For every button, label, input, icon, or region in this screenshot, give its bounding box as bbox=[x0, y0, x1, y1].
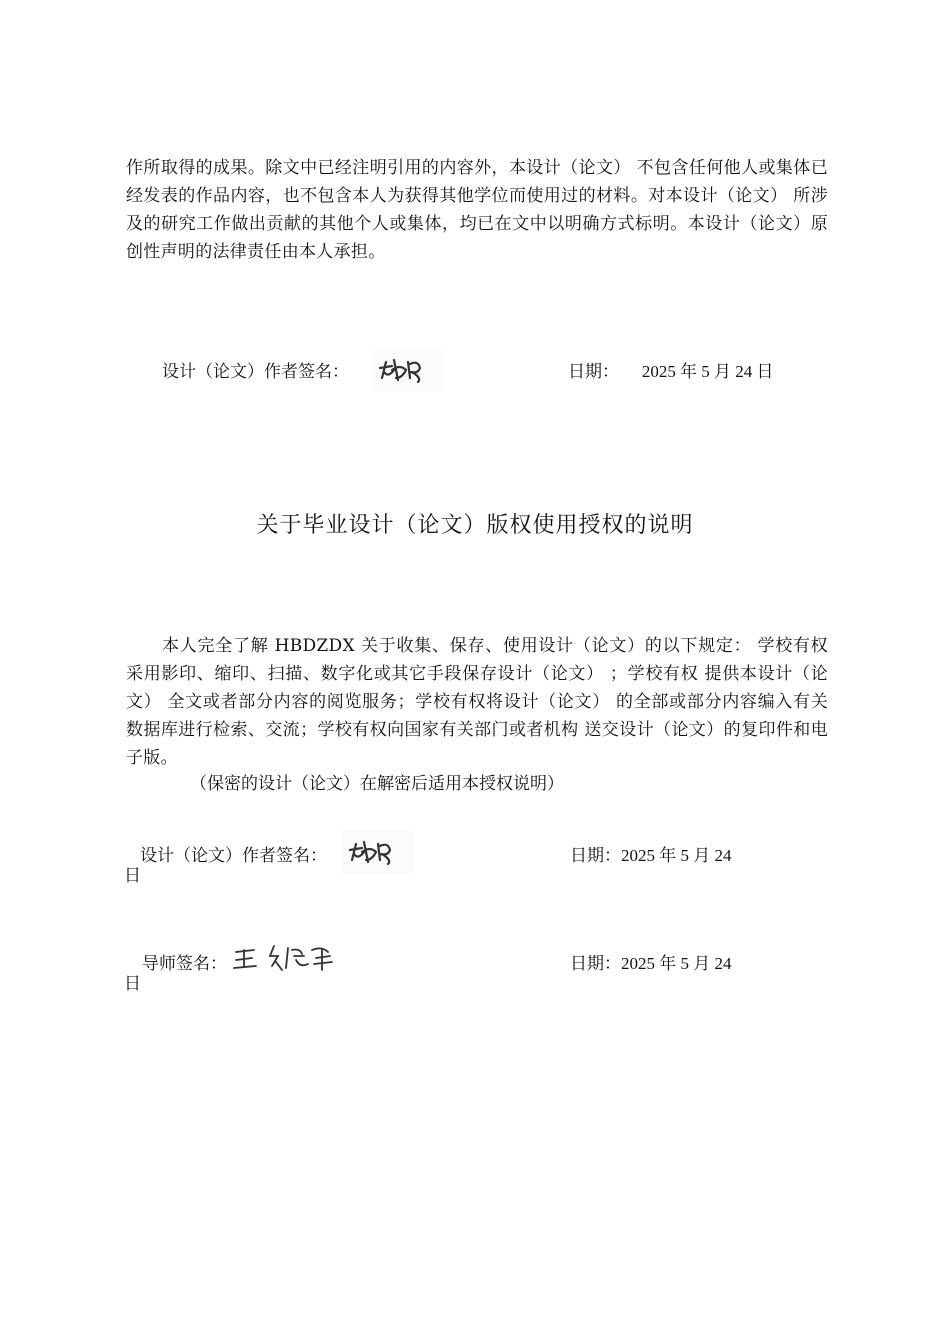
author-date: 日期：2025 年 5 月 24 bbox=[570, 846, 732, 865]
advisor-signature-image bbox=[230, 940, 340, 976]
authorization-title: 关于毕业设计（论文）版权使用授权的说明 bbox=[256, 513, 694, 538]
advisor-date: 日期：2025 年 5 月 24 bbox=[570, 954, 732, 973]
author-signature-image bbox=[372, 348, 444, 392]
advisor-date-wrap: 日 bbox=[124, 974, 141, 994]
declaration-paragraph: 作所取得的成果。除文中已经注明引用的内容外，本设计（论文） 不包含任何他人或集体已经发表的作品内容，也不包含本人为获得其他学位而使用过的材料。对本设计（论文） 所涉及的研究工作做出贡献的其他个人或集体，均已在文中以明确方式标明。本设计（论文）原创性声明的法律责任由本人承担。 bbox=[126, 158, 828, 262]
date-label: 日期： bbox=[568, 362, 619, 382]
author-signature-label: 设计（论文）作者签名： bbox=[162, 362, 349, 382]
author-date-wrap: 日 bbox=[124, 866, 141, 886]
advisor-signature-label: 导师签名： bbox=[142, 954, 227, 974]
date-value: 2025 年 5 月 24 日 bbox=[641, 362, 774, 381]
declaration-signature-row bbox=[0, 360, 950, 400]
confidential-note: （保密的设计（论文）在解密后适用本授权说明） bbox=[190, 774, 564, 794]
declaration-date bbox=[568, 360, 774, 384]
authorization-paragraph: 本人完全了解 HBDZDX 关于收集、保存、使用设计（论文）的以下规定： 学校有权采用影印、缩印、扫描、数字化或其它手段保存设计（论文） ；学校有权 提供本设计（论文） 全文或者部分内容的阅览服务；学校有权将设计（论文） 的全部或部分内容编入有关数据库进行检索、交流；学校有权向国家有关部门或者机构 送交设计（论文）的复印件和电子版。 bbox=[126, 636, 828, 768]
author-signature-row bbox=[0, 844, 950, 894]
author-signature-label: 设计（论文）作者签名： bbox=[140, 846, 327, 866]
advisor-signature-row bbox=[0, 952, 950, 1002]
author-signature-image bbox=[342, 830, 414, 874]
